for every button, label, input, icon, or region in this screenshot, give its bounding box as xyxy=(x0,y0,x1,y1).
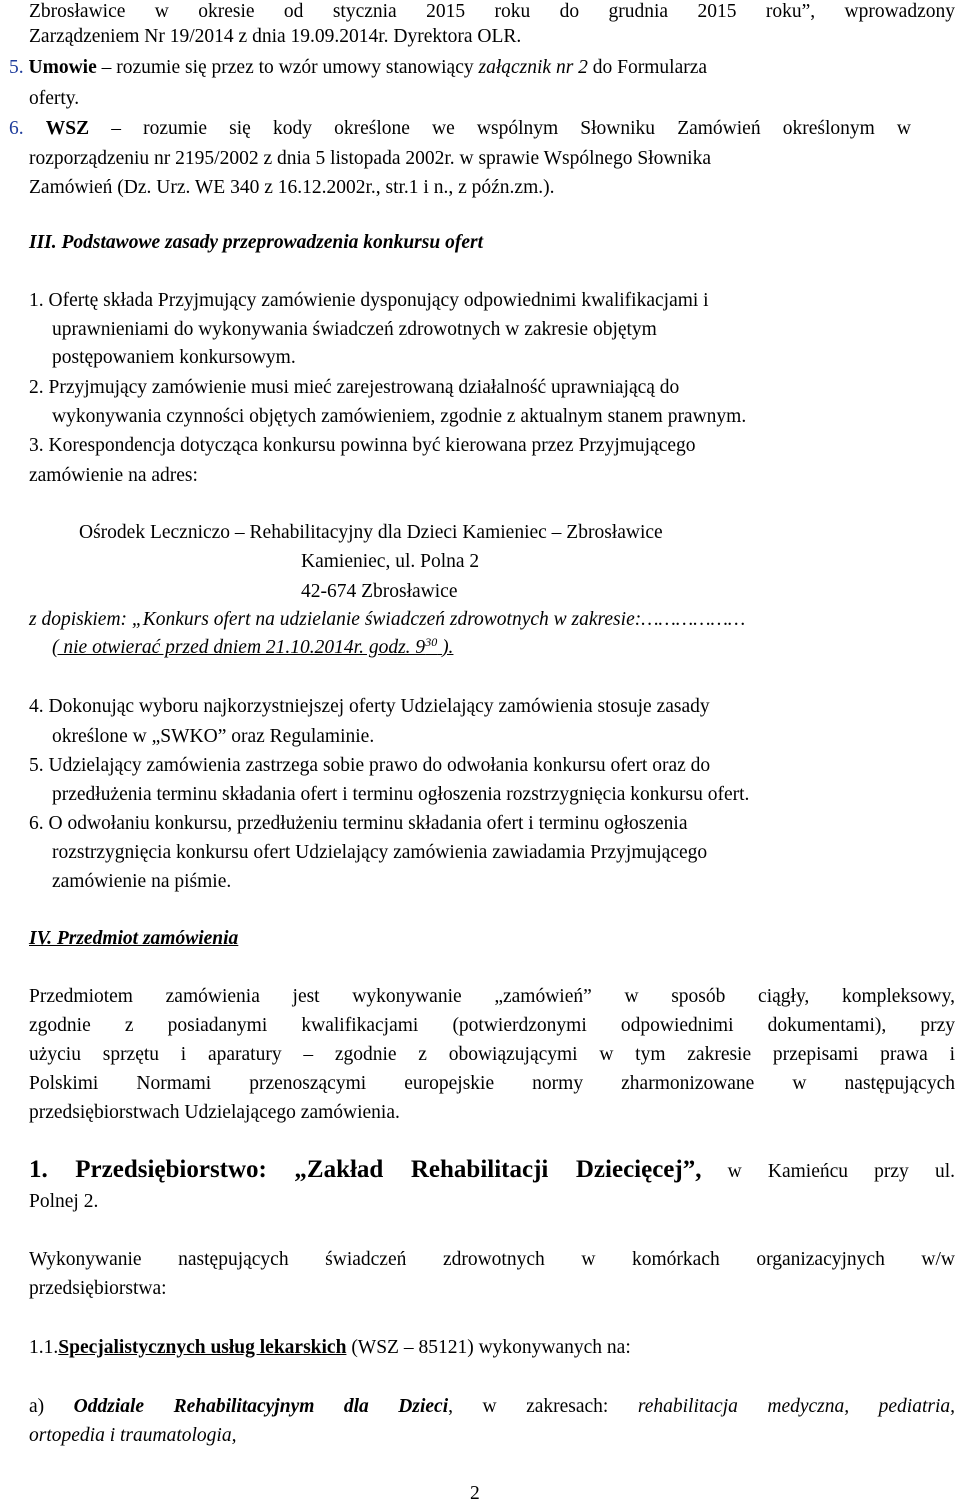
text-line: Polnej 2. xyxy=(29,1191,99,1212)
section-heading-iii: III. Podstawowe zasady przeprowadzenia konkursu ofert xyxy=(29,232,483,253)
text-line: zamówienie na adres: xyxy=(29,465,198,486)
address-line: 42-674 Zbrosławice xyxy=(301,581,458,602)
list-number: 1.1. xyxy=(29,1337,59,1358)
text-line: 6. O odwołaniu konkursu, przedłużeniu terminu składania ofert i terminu ogłoszenia xyxy=(29,813,688,834)
enterprise-location: w Kamieńcu przy ul. xyxy=(727,1161,955,1182)
definition-text: – rozumie się przez to wzór umowy stanowiący xyxy=(101,57,474,78)
section-heading-iv: IV. Przedmiot zamówienia xyxy=(29,928,239,949)
list-number: 5. xyxy=(9,57,24,78)
text-line: ortopedia i traumatologia, xyxy=(29,1425,237,1446)
text-line: Zamówień (Dz. Urz. WE 340 z 16.12.2002r., str.1 i n., z późn.zm.). xyxy=(29,177,555,198)
text-line: 4. Dokonując wyboru najkorzystniejszej oferty Udzielający zamówienia stosuje zasady xyxy=(29,696,710,717)
text-line: Zbrosławice w okresie od stycznia 2015 roku do grudnia 2015 roku”, wprowadzony xyxy=(29,1,955,22)
attachment-ref: załącznik nr 2 xyxy=(478,57,588,78)
text-line: 2. Przyjmujący zamówienie musi mieć zarejestrowaną działalność uprawniającą do xyxy=(29,377,680,398)
text-line: użyciu sprzętu i aparatury – zgodnie z obowiązującymi w tym zakresie przepisami prawa i xyxy=(29,1044,955,1065)
text-line: przedłużenia terminu składania ofert i terminu ogłoszenia rozstrzygnięcia konkursu ofert. xyxy=(52,784,750,805)
text-line: zamówienie na piśmie. xyxy=(52,871,232,892)
text-line: wykonywania czynności objętych zamówieniem, zgodnie z aktualnym stanem prawnym. xyxy=(52,406,747,427)
text-line: uprawnieniami do wykonywania świadczeń zdrowotnych w zakresie objętym xyxy=(52,319,657,340)
text-line: oferty. xyxy=(29,88,80,109)
service-name: Specjalistycznych usług lekarskich xyxy=(58,1337,347,1358)
ward-line: a) Oddziale Rehabilitacyjnym dla Dzieci, w zakresach: rehabilitacja medyczna, pediatria, xyxy=(29,1396,956,1417)
text-line: Przedmiotem zamówienia jest wykonywanie „zamówień” w sposób ciągły, kompleksowy, xyxy=(29,986,955,1007)
text-line: przedsiębiorstwa: xyxy=(29,1278,167,1299)
text-line: rozstrzygnięcia konkursu ofert Udzielający zamówienia zawiadamia Przyjmującego xyxy=(52,842,708,863)
term: WSZ xyxy=(45,118,90,139)
definition-text: do Formularza xyxy=(592,57,708,78)
text-line: zgodnie z posiadanymi kwalifikacjami (potwierdzonymi odpowiednimi dokumentami), przy xyxy=(29,1015,955,1036)
definition-text: – rozumie się kody określone we wspólnym Słowniku Zamówień określonym w xyxy=(111,118,912,139)
text-line: Polskimi Normami przenoszącymi europejskie normy zharmonizowane w następujących xyxy=(29,1073,955,1094)
service-code: (WSZ – 85121) wykonywanych na: xyxy=(351,1337,631,1358)
text-line: przedsiębiorstwach Udzielającego zamówienia. xyxy=(29,1102,400,1123)
enterprise-line xyxy=(29,1158,955,1184)
text-line: Wykonywanie następujących świadczeń zdrowotnych w komórkach organizacyjnych w/w xyxy=(29,1249,955,1270)
term: Umowie xyxy=(28,57,97,78)
envelope-note-deadline xyxy=(52,636,453,660)
definition-5 xyxy=(9,56,707,80)
page-number: 2 xyxy=(470,1483,480,1504)
list-letter: a) xyxy=(29,1396,45,1417)
text-line: Zarządzeniem Nr 19/2014 z dnia 19.09.2014r. Dyrektora OLR. xyxy=(29,26,522,47)
enterprise-name: 1. Przedsiębiorstwo: „Zakład Rehabilitacji Dziecięcej”, xyxy=(29,1156,702,1183)
envelope-note: z dopiskiem: „Konkurs ofert na udzielanie świadczeń zdrowotnych w zakresie:……………… xyxy=(29,609,746,630)
text-line: 3. Korespondencja dotycząca konkursu powinna być kierowana przez Przyjmującego xyxy=(29,435,696,456)
text-line: określone w „SWKO” oraz Regulaminie. xyxy=(52,726,375,747)
text-line: 1. Ofertę składa Przyjmujący zamówienie dysponujący odpowiednimi kwalifikacjami i xyxy=(29,290,709,311)
time-superscript: 30 xyxy=(425,635,438,649)
address-line: Kamieniec, ul. Polna 2 xyxy=(301,551,480,572)
ward-scope: rehabilitacja medyczna, pediatria, xyxy=(637,1396,956,1417)
list-number: 6. xyxy=(9,118,24,139)
text-line: rozporządzeniu nr 2195/2002 z dnia 5 listopada 2002r. w sprawie Wspólnego Słownika xyxy=(29,148,711,169)
text-line: 5. Udzielający zamówienia zastrzega sobie prawo do odwołania konkursu ofert oraz do xyxy=(29,755,711,776)
ward-name: Oddziale Rehabilitacyjnym dla Dzieci xyxy=(73,1396,449,1417)
address-line: Ośrodek Leczniczo – Rehabilitacyjny dla Dzieci Kamieniec – Zbrosławice xyxy=(79,522,663,543)
deadline-text: ( nie otwierać przed dniem 21.10.2014r. godz. $9^{30}$ ). xyxy=(52,635,454,658)
definition-6 xyxy=(9,117,911,141)
service-line xyxy=(29,1336,631,1360)
text-line: postępowaniem konkursowym. xyxy=(52,347,296,368)
